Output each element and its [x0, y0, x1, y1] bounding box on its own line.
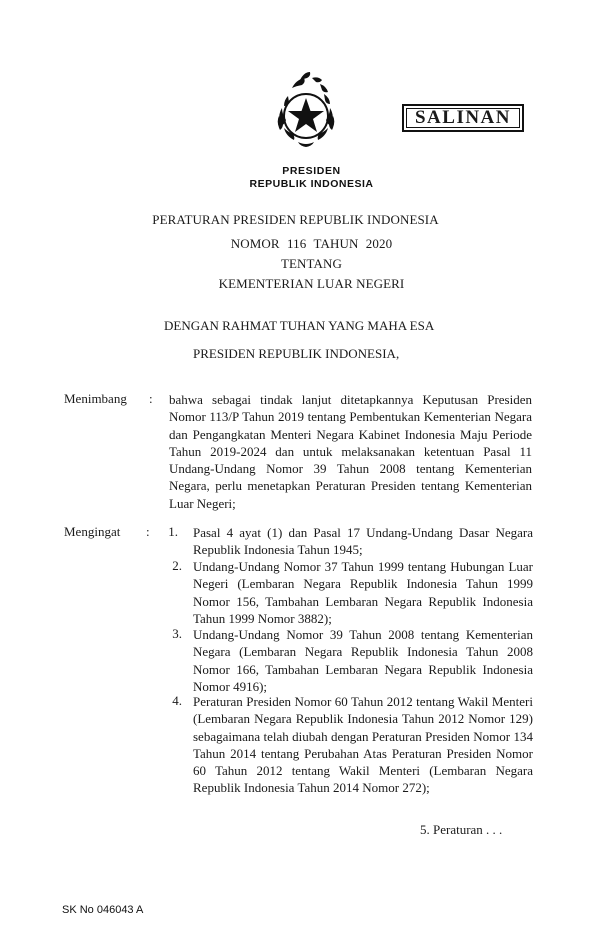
title-line-2: NOMOR 116 TAHUN 2020 [230, 236, 393, 251]
mengingat-item-3-text: Undang-Undang Nomor 39 Tahun 2008 tentang Kementerian Negara (Lembaran Negara Republik Indonesia Tahun 2008 Nomor 166, Tambahan Lembaran Negara Republik Indonesia Nomor 4916); [193, 627, 533, 694]
salinan-stamp-text: SALINAN [414, 107, 512, 128]
menimbang-label: Menimbang [64, 391, 127, 406]
menimbang-text: bahwa sebagai tindak lanjut ditetapkannya Keputusan Presiden Nomor 113/P Tahun 2019 tentang Pembentukan Kementerian Negara dan Pengangkatan Menteri Negara Kabinet Indonesia Maju Periode Tahun 2019-2024 dan untuk melaksanakan ketentuan Pasal 11 Undang-Undang Nomor 39 Tahun 2008 tentang Kementerian Negara, perlu menetapkan Peraturan Presiden tentang Kementerian Luar Negeri; [169, 392, 532, 511]
footer-sk-code: SK No 046043 A [62, 904, 144, 916]
title-line-1: PERATURAN PRESIDEN REPUBLIK INDONESIA [152, 212, 439, 227]
title-line-4: KEMENTERIAN LUAR NEGERI [218, 276, 405, 291]
page-continuation: 5. Peraturan . . . [420, 822, 503, 837]
mengingat-item-2-number: 2. [172, 558, 182, 573]
mengingat-item-4-text: Peraturan Presiden Nomor 60 Tahun 2012 tentang Wakil Menteri (Lembaran Negara Republik Indonesia Tahun 2012 Nomor 129) sebagaimana telah diubah dengan Peraturan Presiden Nomor 134 Tahun 2014 tentang Perubahan Atas Peraturan Presiden Nomor 60 Tahun 2012 tentang Wakil Menteri (Lembaran Negara Republik Indonesia Tahun 2014 Nomor 272); [193, 694, 533, 796]
header-republik-indonesia: REPUBLIK INDONESIA [249, 178, 374, 190]
menimbang-colon: : [149, 391, 153, 406]
title-line-3: TENTANG [280, 256, 343, 271]
header-presiden: PRESIDEN [282, 165, 341, 177]
mengingat-item-2-text: Undang-Undang Nomor 37 Tahun 1999 tentang Hubungan Luar Negeri (Lembaran Negara Republik Indonesia Tahun 1999 Nomor 156, Tambahan Lembaran Negara Republik Indonesia Tahun 1999 Nomor 3882); [193, 559, 533, 626]
mengingat-item-1-text: Pasal 4 ayat (1) dan Pasal 17 Undang-Undang Dasar Negara Republik Indonesia Tahun 1945; [193, 525, 533, 558]
mengingat-colon: : [146, 524, 150, 539]
preamble-president: PRESIDEN REPUBLIK INDONESIA, [193, 346, 400, 361]
presidential-emblem-icon [266, 68, 350, 152]
mengingat-item-3-number: 3. [172, 626, 182, 641]
mengingat-item-4-number: 4. [172, 693, 182, 708]
mengingat-item-1-number: 1. [168, 524, 178, 539]
preamble-rahmat: DENGAN RAHMAT TUHAN YANG MAHA ESA [164, 318, 435, 333]
mengingat-label: Mengingat [64, 524, 121, 539]
salinan-stamp [402, 104, 524, 132]
